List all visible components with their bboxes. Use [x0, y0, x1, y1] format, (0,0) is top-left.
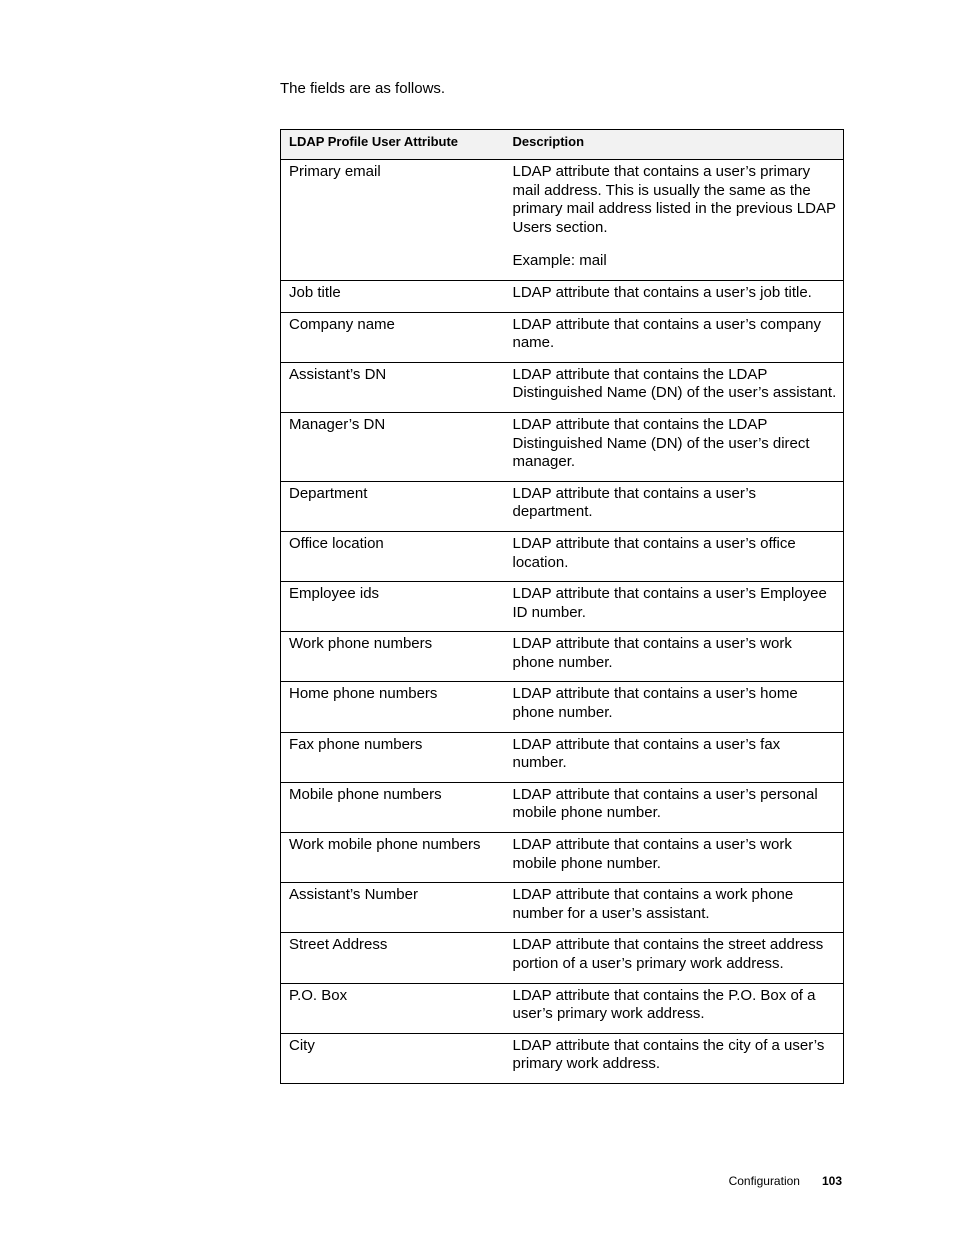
table-row: [281, 883, 844, 933]
description-cell: LDAP attribute that contains a user’s fax number.: [506, 732, 844, 782]
description-cell: LDAP attribute that contains a user’s work mobile phone number.: [506, 833, 844, 883]
table-row: [281, 312, 844, 362]
description-cell: LDAP attribute that contains a user’s company name.: [506, 312, 844, 362]
attribute-cell: Home phone numbers: [281, 682, 506, 732]
table-header: [281, 130, 844, 160]
attribute-cell: Mobile phone numbers: [281, 782, 506, 832]
attribute-cell: City: [281, 1033, 506, 1083]
description-cell: LDAP attribute that contains a user’s job title.: [506, 280, 844, 312]
description-cell: LDAP attribute that contains a user’s Employee ID number.: [506, 582, 844, 632]
table-row: [281, 782, 844, 832]
column-header-attribute: LDAP Profile User Attribute: [281, 130, 506, 160]
description-cell: LDAP attribute that contains the LDAP Distinguished Name (DN) of the user’s assistant.: [506, 362, 844, 412]
attribute-cell: Work mobile phone numbers: [281, 833, 506, 883]
attribute-cell: Company name: [281, 312, 506, 362]
page-number: 103: [821, 1174, 842, 1188]
table-row: [281, 1033, 844, 1083]
table-row: [281, 362, 844, 412]
attribute-cell: P.O. Box: [281, 983, 506, 1033]
description-cell: LDAP attribute that contains a user’s office location.: [506, 531, 844, 581]
table-row: [281, 983, 844, 1033]
description-cell: LDAP attribute that contains the city of a user’s primary work address.: [506, 1033, 844, 1083]
attribute-cell: Employee ids: [281, 582, 506, 632]
intro-text: The fields are as follows.: [280, 80, 446, 97]
table-row: [281, 732, 844, 782]
table-row: [281, 582, 844, 632]
attribute-cell: Job title: [281, 280, 506, 312]
description-cell: LDAP attribute that contains the LDAP Distinguished Name (DN) of the user’s direct manager.: [506, 412, 844, 481]
attribute-cell: Assistant’s Number: [281, 883, 506, 933]
table-row: [281, 682, 844, 732]
table-row: [281, 481, 844, 531]
attribute-cell: Department: [281, 481, 506, 531]
description-cell: LDAP attribute that contains the street address portion of a user’s primary work address.: [506, 933, 844, 983]
description-cell: LDAP attribute that contains the P.O. Box of a user’s primary work address.: [506, 983, 844, 1033]
attribute-cell: Street Address: [281, 933, 506, 983]
table-row: [281, 531, 844, 581]
table-row: [281, 160, 844, 281]
attribute-cell: Work phone numbers: [281, 632, 506, 682]
attribute-cell: Office location: [281, 531, 506, 581]
description-cell: LDAP attribute that contains a work phone number for a user’s assistant.: [506, 883, 844, 933]
attribute-cell: Primary email: [281, 160, 506, 281]
table-row: [281, 632, 844, 682]
description-cell: LDAP attribute that contains a user’s home phone number.: [506, 682, 844, 732]
page-footer: [729, 1174, 842, 1189]
table-row: [281, 933, 844, 983]
ldap-attributes-table: [280, 129, 844, 1084]
description-cell: LDAP attribute that contains a user’s personal mobile phone number.: [506, 782, 844, 832]
footer-section-title: Configuration: [728, 1174, 800, 1188]
attribute-cell: Assistant’s DN: [281, 362, 506, 412]
description-cell: LDAP attribute that contains a user’s work phone number.: [506, 632, 844, 682]
description-text: LDAP attribute that contains a user’s primary mail address. This is usually the same as the primary mail address listed in the previous LDAP Users section.: [512, 163, 836, 236]
table-row: [281, 412, 844, 481]
table-row: [281, 833, 844, 883]
column-header-description: Description: [506, 130, 844, 160]
table-body: [281, 160, 844, 1084]
description-cell: LDAP attribute that contains a user’s department.: [506, 481, 844, 531]
table-header-row: [281, 130, 844, 160]
attribute-cell: Manager’s DN: [281, 412, 506, 481]
table-row: [281, 280, 844, 312]
example-text: Example: mail: [512, 252, 607, 270]
attribute-cell: Fax phone numbers: [281, 732, 506, 782]
description-cell: [506, 160, 844, 281]
